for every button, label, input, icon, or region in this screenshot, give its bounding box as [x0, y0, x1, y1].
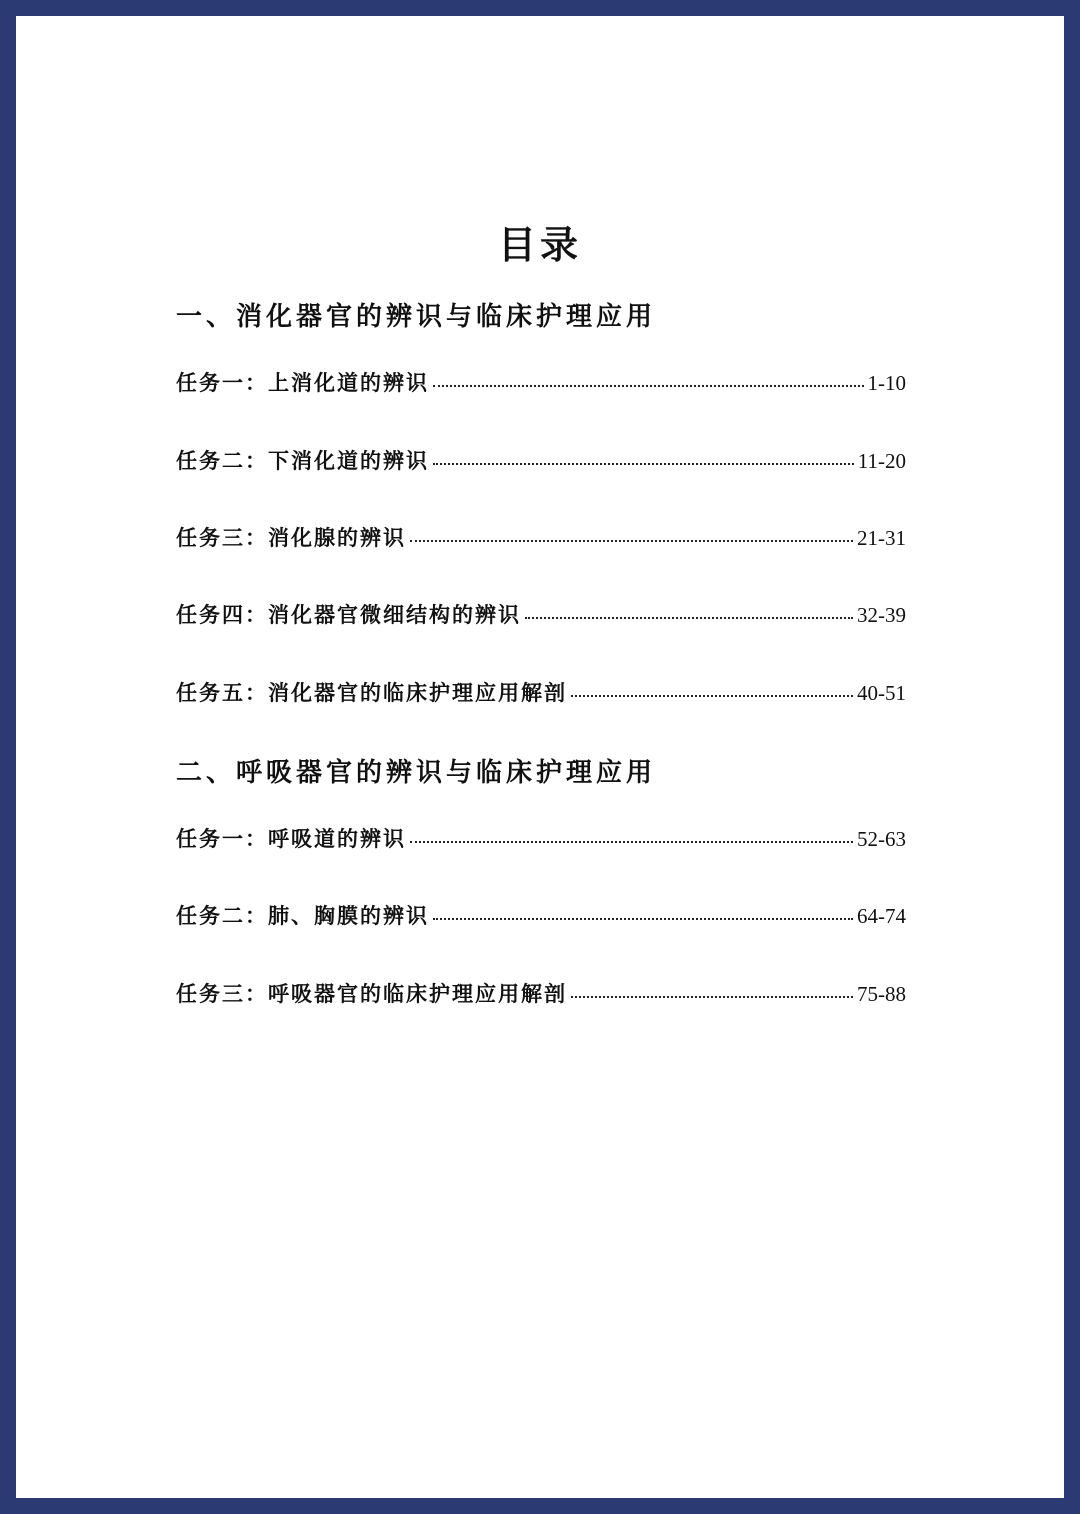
toc-entry[interactable] — [176, 905, 906, 927]
document-page — [16, 16, 1064, 1498]
toc-entry-label: 任务二：下消化道的辨识 — [176, 448, 429, 473]
dot-leader — [410, 841, 853, 843]
toc-entry[interactable] — [176, 372, 906, 394]
toc-entry-label: 任务五：消化器官的临床护理应用解剖 — [176, 680, 567, 705]
dot-leader — [571, 695, 853, 697]
toc-entry-label: 任务三：呼吸器官的临床护理应用解剖 — [176, 981, 567, 1006]
dot-leader — [525, 617, 853, 619]
toc-entry[interactable] — [176, 682, 906, 704]
toc-entry-pages: 1-10 — [867, 371, 906, 395]
dot-leader — [433, 385, 864, 387]
toc-entry-label: 任务一：上消化道的辨识 — [176, 370, 429, 395]
toc-entry-pages: 40-51 — [857, 681, 906, 705]
toc-entry-label: 任务二：肺、胸膜的辨识 — [176, 903, 429, 928]
toc-entry-label: 任务一：呼吸道的辨识 — [176, 826, 406, 851]
toc-entry-label: 任务三：消化腺的辨识 — [176, 525, 406, 550]
toc-entry-pages: 64-74 — [857, 904, 906, 928]
toc-entry[interactable] — [176, 983, 906, 1005]
toc-entry-pages: 21-31 — [857, 526, 906, 550]
toc-entry[interactable] — [176, 527, 906, 549]
dot-leader — [410, 540, 853, 542]
toc-entry-pages: 75-88 — [857, 982, 906, 1006]
toc-entry[interactable] — [176, 604, 906, 626]
toc-entry[interactable] — [176, 450, 906, 472]
dot-leader — [433, 918, 853, 920]
toc-entry[interactable] — [176, 828, 906, 850]
dot-leader — [571, 996, 853, 998]
toc-entry-pages: 11-20 — [857, 449, 906, 473]
toc-title: 目录 — [497, 222, 582, 267]
toc-entry-pages: 52-63 — [857, 827, 906, 851]
section-heading-digestive: 一、消化器官的辨识与临床护理应用 — [176, 302, 657, 332]
toc-entry-label: 任务四：消化器官微细结构的辨识 — [176, 602, 521, 627]
section-heading-respiratory: 二、呼吸器官的辨识与临床护理应用 — [176, 758, 657, 788]
dot-leader — [433, 463, 854, 465]
toc-entry-pages: 32-39 — [857, 603, 906, 627]
